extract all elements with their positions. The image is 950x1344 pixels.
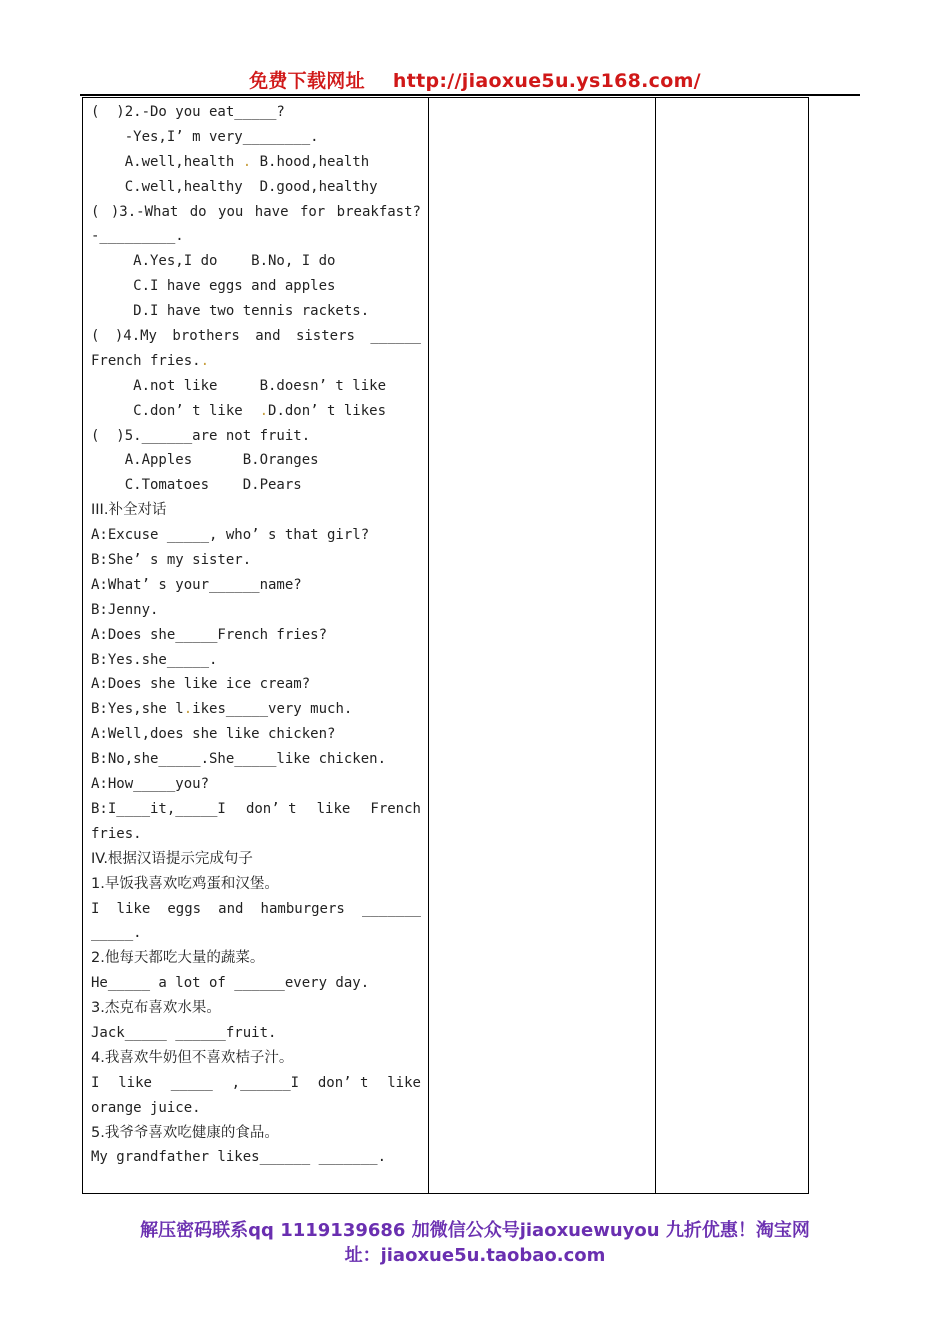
text-line — [91, 249, 421, 274]
word: French — [370, 800, 421, 817]
line-text: 1.早饭我喜欢吃鸡蛋和汉堡。 — [91, 875, 279, 892]
text-line — [91, 722, 421, 747]
line-text: He_____ a lot of ______every day. — [91, 975, 370, 992]
line-text: A:What’ s your______name? — [91, 576, 302, 593]
word: hamburgers — [260, 900, 345, 917]
text-line — [91, 150, 421, 175]
marker-dot: . — [259, 402, 269, 419]
word: and — [255, 328, 281, 345]
line-text: C.don’ t like — [91, 402, 260, 419]
text-line — [91, 971, 421, 996]
line-text-continued: B.hood,health — [251, 153, 370, 170]
text-line — [91, 822, 421, 847]
text-line — [91, 175, 421, 200]
header-url-link[interactable]: http://jiaoxue5u.ys168.com/ — [392, 70, 701, 92]
line-text: D.I have two tennis rackets. — [91, 303, 370, 320]
text-line — [91, 996, 421, 1021]
word: like — [118, 1074, 152, 1091]
word: ______ — [370, 328, 421, 345]
footer-line-1: 解压密码联系qq 1119139686 加微信公众号jiaoxuewuyou 九折优惠！淘宝网 — [140, 1220, 810, 1241]
text-line — [91, 448, 421, 473]
line-text: A:Excuse _____, who’ s that girl? — [91, 527, 370, 544]
text-line — [91, 1071, 421, 1096]
line-text: ( )5.______are not fruit. — [91, 427, 311, 444]
text-line — [91, 921, 421, 946]
worksheet-table — [82, 97, 809, 1194]
text-line — [91, 1021, 421, 1046]
text-line — [91, 274, 421, 299]
marker-dot: . — [183, 701, 193, 718]
text-line — [91, 872, 421, 897]
text-line — [91, 946, 421, 971]
word: like — [116, 900, 151, 917]
header-label: 免费下载网址 — [249, 70, 365, 92]
line-text: My grandfather likes______ _______. — [91, 1149, 387, 1166]
text-line — [91, 648, 421, 673]
word: don’ t — [317, 1074, 369, 1091]
word: _______ — [361, 900, 421, 917]
text-line — [91, 523, 421, 548]
word: don’ t — [245, 800, 297, 817]
word: have — [254, 203, 289, 220]
column-divider-2 — [655, 98, 656, 1193]
word: for — [299, 203, 326, 220]
exercise-cell — [91, 100, 421, 1170]
line-text: A.Yes,I do B.No, I do — [91, 253, 336, 270]
text-line — [91, 623, 421, 648]
line-text: B:Yes.she_____. — [91, 651, 218, 668]
word: )4.My — [114, 328, 157, 345]
footer-notice — [0, 1218, 950, 1268]
line-text: 5.我爷爷喜欢吃健康的食品。 — [91, 1124, 279, 1141]
word: breakfast? — [336, 203, 421, 220]
text-line — [91, 374, 421, 399]
marker-dot: . — [200, 352, 210, 369]
word: B:I____it,_____I — [91, 800, 226, 817]
text-line — [91, 598, 421, 623]
text-line — [91, 1145, 421, 1170]
line-text: C.well,healthy D.good,healthy — [91, 178, 378, 195]
text-line — [91, 747, 421, 772]
line-text: A.Apples B.Oranges — [91, 452, 319, 469]
text-line — [91, 473, 421, 498]
word: ( — [91, 328, 100, 345]
text-line — [91, 548, 421, 573]
marker-dot: . — [242, 153, 252, 170]
line-text: B:No,she_____.She_____like chicken. — [91, 751, 387, 768]
word: sisters — [295, 328, 355, 345]
text-line — [91, 697, 421, 722]
line-text-continued: ikes_____very much. — [192, 701, 353, 718]
line-text: 4.我喜欢牛奶但不喜欢桔子汁。 — [91, 1049, 294, 1066]
line-text: A:How_____you? — [91, 776, 210, 793]
word: )3.-What — [110, 203, 179, 220]
line-text: -_________. — [91, 228, 184, 245]
line-text: B:Jenny. — [91, 601, 159, 618]
word: like — [387, 1074, 421, 1091]
text-line — [91, 897, 421, 922]
line-text: French fries. — [91, 352, 201, 369]
download-header — [0, 66, 950, 93]
text-line — [91, 399, 421, 424]
word: brothers — [172, 328, 240, 345]
word: do — [189, 203, 207, 220]
text-line — [91, 200, 421, 225]
line-text: Jack_____ ______fruit. — [91, 1024, 277, 1041]
word: ,______I — [231, 1074, 300, 1091]
line-text: 2.他每天都吃大量的蔬菜。 — [91, 950, 265, 967]
text-line — [91, 672, 421, 697]
word: ( — [91, 203, 100, 220]
word: and — [218, 900, 244, 917]
line-text: 3.杰克布喜欢水果。 — [91, 1000, 221, 1017]
word: like — [316, 800, 351, 817]
line-text: B:She’ s my sister. — [91, 552, 252, 569]
text-line — [91, 573, 421, 598]
text-line — [91, 797, 421, 822]
footer-line-2: 址：jiaoxue5u.taobao.com — [344, 1245, 606, 1266]
line-text: IV.根据汉语提示完成句子 — [91, 850, 253, 867]
line-text: B:Yes,she l — [91, 701, 184, 718]
word: you — [218, 203, 244, 220]
text-line — [91, 324, 421, 349]
word: _____ — [170, 1074, 213, 1091]
text-line — [91, 349, 421, 374]
text-line — [91, 1121, 421, 1146]
line-text: C.I have eggs and apples — [91, 278, 336, 295]
header-rule — [80, 94, 860, 96]
line-text: III.补全对话 — [91, 502, 167, 519]
line-text: A.well,health — [91, 153, 243, 170]
line-text: A:Does she_____French fries? — [91, 626, 328, 643]
line-text: A:Does she like ice cream? — [91, 676, 311, 693]
line-text: A.not like B.doesn’ t like — [91, 377, 387, 394]
line-text: orange juice. — [91, 1099, 201, 1116]
text-line — [91, 772, 421, 797]
line-text: -Yes,I’ m very________. — [91, 128, 319, 145]
word: eggs — [167, 900, 202, 917]
line-text: fries. — [91, 825, 142, 842]
text-line — [91, 299, 421, 324]
line-text: A:Well,does she like chicken? — [91, 726, 336, 743]
text-line — [91, 1096, 421, 1121]
word: I — [91, 900, 100, 917]
line-text: C.Tomatoes D.Pears — [91, 477, 302, 494]
word: I — [91, 1074, 100, 1091]
line-text: ( )2.-Do you eat_____? — [91, 104, 285, 120]
text-line — [91, 847, 421, 872]
column-divider-1 — [428, 98, 429, 1193]
text-line — [91, 100, 421, 125]
line-text: _____. — [91, 925, 142, 942]
text-line — [91, 125, 421, 150]
text-line — [91, 1046, 421, 1071]
text-line — [91, 424, 421, 449]
line-text-continued: D.don’ t likes — [268, 402, 387, 419]
text-line — [91, 498, 421, 523]
text-line — [91, 224, 421, 249]
